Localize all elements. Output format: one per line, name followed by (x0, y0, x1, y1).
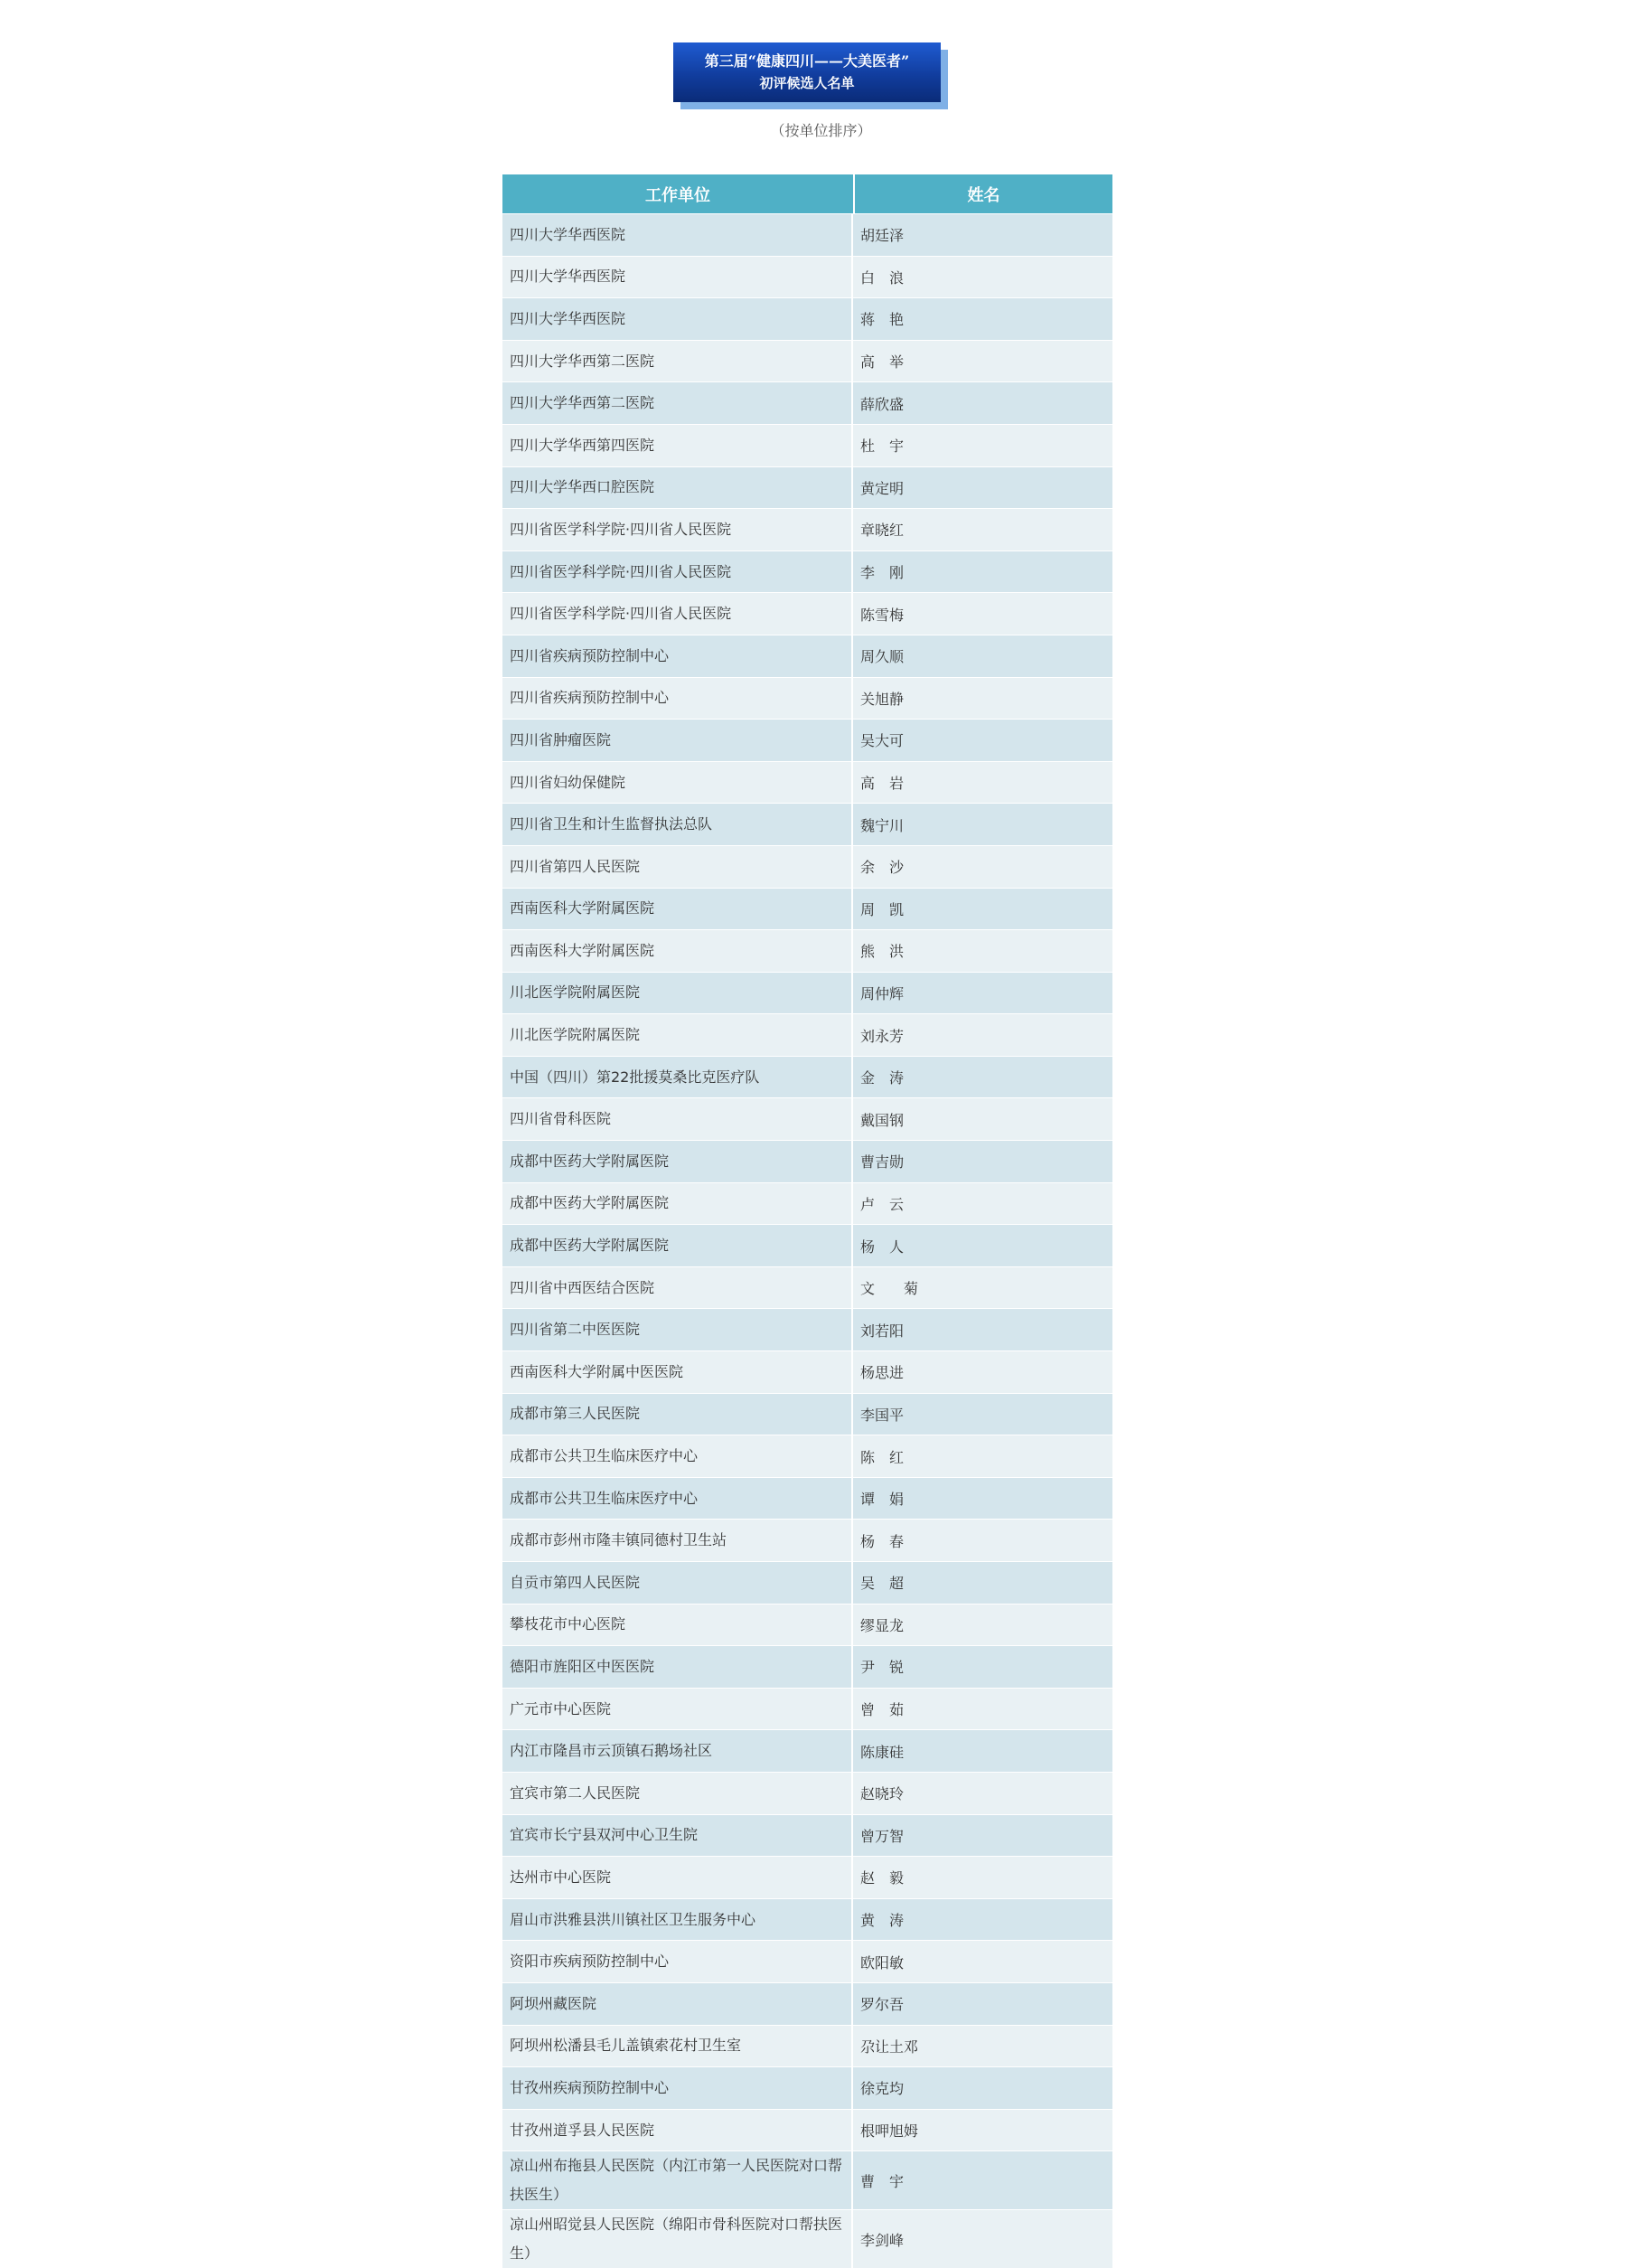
table-row (502, 1350, 1112, 1393)
name-cell: 杜 宇 (860, 438, 905, 456)
name-cell: 蒋 艳 (860, 311, 905, 329)
table-row (502, 592, 1112, 635)
name-cell: 关旭静 (860, 690, 905, 708)
unit-cell: 西南医科大学附属医院 (502, 889, 853, 930)
table-row (502, 1266, 1112, 1309)
table-row (502, 1898, 1112, 1941)
table-row (502, 1393, 1112, 1435)
name-cell: 缪显龙 (860, 1616, 905, 1634)
table-body (502, 213, 1112, 2268)
name-cell: 周 凯 (860, 900, 905, 918)
table-row (502, 803, 1112, 845)
header-name: 姓名 (967, 185, 1000, 205)
unit-cell: 川北医学院附属医院 (502, 973, 853, 1014)
title-box (673, 42, 941, 102)
subtitle: （按单位排序） (770, 122, 872, 139)
unit-cell: 四川省肿瘤医院 (502, 720, 853, 761)
name-cell: 魏宁川 (860, 816, 905, 834)
table-row (502, 1182, 1112, 1225)
unit-cell: 四川省疾病预防控制中心 (502, 635, 853, 677)
unit-cell: 四川大学华西医院 (502, 214, 853, 256)
table-row (502, 1561, 1112, 1604)
table-row (502, 466, 1112, 509)
unit-cell: 眉山市洪雅县洪川镇社区卫生服务中心 (502, 1899, 853, 1941)
unit-cell: 成都中医药大学附属医院 (502, 1141, 853, 1182)
unit-cell: 成都市第三人民医院 (502, 1394, 853, 1435)
table-row (502, 424, 1112, 466)
name-cell: 曾万智 (860, 1827, 905, 1845)
name-cell: 黄 涛 (860, 1912, 905, 1930)
table-row (502, 551, 1112, 593)
unit-cell: 西南医科大学附属医院 (502, 930, 853, 972)
name-cell: 吴 超 (860, 1575, 905, 1593)
table-row (502, 256, 1112, 298)
title-banner (673, 42, 941, 102)
unit-cell: 攀枝花市中心医院 (502, 1605, 853, 1646)
unit-cell: 四川大学华西医院 (502, 257, 853, 298)
table-row (502, 677, 1112, 720)
unit-cell: 四川省中西医结合医院 (502, 1267, 853, 1309)
table-row (502, 929, 1112, 972)
name-cell: 薛欣盛 (860, 395, 905, 413)
unit-cell: 四川省疾病预防控制中心 (502, 678, 853, 720)
name-cell: 赵晓玲 (860, 1785, 905, 1803)
unit-cell: 四川大学华西第二医院 (502, 382, 853, 424)
name-cell: 高 岩 (860, 775, 905, 793)
unit-cell: 四川省第二中医医院 (502, 1309, 853, 1350)
unit-cell: 成都中医药大学附属医院 (502, 1225, 853, 1266)
table-header (502, 174, 1112, 213)
unit-cell: 四川省医学科学院·四川省人民医院 (502, 593, 853, 635)
table-row (502, 1097, 1112, 1140)
table-row (502, 719, 1112, 761)
table-row (502, 761, 1112, 804)
table-row (502, 297, 1112, 340)
name-cell: 赵 毅 (860, 1869, 905, 1887)
title-line-2: 初评候选人名单 (759, 75, 855, 91)
table-row (502, 2109, 1112, 2151)
name-cell: 尕让土邓 (860, 2037, 919, 2056)
unit-cell: 四川省骨科医院 (502, 1098, 853, 1140)
name-cell: 卢 云 (860, 1195, 905, 1213)
unit-cell: 川北医学院附属医院 (502, 1014, 853, 1056)
name-cell: 杨 人 (860, 1238, 905, 1256)
unit-cell: 成都市公共卫生临床医疗中心 (502, 1478, 853, 1520)
name-cell: 黄定明 (860, 479, 905, 497)
unit-cell: 凉山州昭觉县人民医院（绵阳市骨科医院对口帮扶医生） (502, 2210, 853, 2268)
name-cell: 余 沙 (860, 859, 905, 877)
unit-cell: 宜宾市长宁县双河中心卫生院 (502, 1815, 853, 1857)
name-cell: 高 举 (860, 353, 905, 372)
table-row (502, 1013, 1112, 1056)
unit-cell: 四川大学华西口腔医院 (502, 467, 853, 509)
unit-cell: 达州市中心医院 (502, 1857, 853, 1898)
unit-cell: 四川省卫生和计生监督执法总队 (502, 804, 853, 845)
table-row (502, 1435, 1112, 1477)
name-cell: 曹 宇 (860, 2172, 905, 2190)
table-row (502, 1729, 1112, 1772)
unit-cell: 中国（四川）第22批援莫桑比克医疗队 (502, 1057, 853, 1098)
table-row (502, 1519, 1112, 1561)
table-row (502, 340, 1112, 382)
name-cell: 周久顺 (860, 648, 905, 666)
table-row (502, 1772, 1112, 1814)
name-cell: 谭 娟 (860, 1491, 905, 1509)
table-row (502, 508, 1112, 551)
unit-cell: 凉山州布拖县人民医院（内江市第一人民医院对口帮扶医生） (502, 2151, 853, 2209)
unit-cell: 成都中医药大学附属医院 (502, 1183, 853, 1225)
name-cell: 杨 春 (860, 1532, 905, 1550)
unit-cell: 甘孜州道孚县人民医院 (502, 2110, 853, 2151)
unit-cell: 四川省第四人民医院 (502, 846, 853, 888)
table-row (502, 1982, 1112, 2025)
table-row (502, 213, 1112, 256)
table-row (502, 972, 1112, 1014)
unit-cell: 四川大学华西第四医院 (502, 425, 853, 466)
name-cell: 刘若阳 (860, 1322, 905, 1340)
name-cell: 李国平 (860, 1406, 905, 1424)
unit-cell: 成都市彭州市隆丰镇同德村卫生站 (502, 1520, 853, 1561)
name-cell: 尹 锐 (860, 1659, 905, 1677)
unit-cell: 成都市公共卫生临床医疗中心 (502, 1435, 853, 1477)
name-cell: 罗尔吾 (860, 1996, 905, 2014)
table-row (502, 1140, 1112, 1182)
unit-cell: 德阳市旌阳区中医医院 (502, 1646, 853, 1688)
table-row (502, 1224, 1112, 1266)
name-cell: 白 浪 (860, 268, 905, 287)
unit-cell: 四川大学华西第二医院 (502, 341, 853, 382)
unit-cell: 资阳市疾病预防控制中心 (502, 1941, 853, 1982)
unit-cell: 四川省医学科学院·四川省人民医院 (502, 509, 853, 551)
name-cell: 陈 红 (860, 1448, 905, 1466)
title-line-1: 第三届“健康四川——大美医者” (704, 52, 910, 70)
name-cell: 熊 洪 (860, 943, 905, 961)
table-row (502, 381, 1112, 424)
name-cell: 陈康硅 (860, 1743, 905, 1761)
name-cell: 刘永芳 (860, 1027, 905, 1045)
table-row (502, 1308, 1112, 1350)
name-cell: 杨思进 (860, 1364, 905, 1382)
name-cell: 欧阳敏 (860, 1953, 905, 1972)
table-row (502, 1856, 1112, 1898)
unit-cell: 广元市中心医院 (502, 1689, 853, 1730)
unit-cell: 内江市隆昌市云顶镇石鹅场社区 (502, 1730, 853, 1772)
unit-cell: 宜宾市第二人民医院 (502, 1773, 853, 1814)
name-cell: 李剑峰 (860, 2231, 905, 2249)
name-cell: 曹吉勋 (860, 1153, 905, 1172)
name-cell: 李 刚 (860, 564, 905, 582)
unit-cell: 四川省妇幼保健院 (502, 762, 853, 804)
name-cell: 周仲辉 (860, 984, 905, 1002)
table-row (502, 2025, 1112, 2067)
table-row (502, 1645, 1112, 1688)
table-row (502, 1056, 1112, 1098)
table-row (502, 1477, 1112, 1520)
name-cell: 金 涛 (860, 1069, 905, 1087)
name-cell: 戴国钢 (860, 1111, 905, 1129)
unit-cell: 四川大学华西医院 (502, 298, 853, 340)
table-row (502, 1604, 1112, 1646)
candidate-table (502, 174, 1112, 2268)
name-cell: 陈雪梅 (860, 606, 905, 624)
table-row (502, 888, 1112, 930)
table-row (502, 2066, 1112, 2109)
table-row (502, 1688, 1112, 1730)
unit-cell: 甘孜州疾病预防控制中心 (502, 2067, 853, 2109)
name-cell: 胡廷泽 (860, 227, 905, 245)
name-cell: 文 菊 (860, 1280, 919, 1298)
unit-cell: 四川省医学科学院·四川省人民医院 (502, 551, 853, 593)
name-cell: 根呷旭姆 (860, 2122, 919, 2141)
name-cell: 吴大可 (860, 732, 905, 750)
unit-cell: 西南医科大学附属中医医院 (502, 1351, 853, 1393)
table-row (502, 1940, 1112, 1982)
table-row (502, 845, 1112, 888)
table-row (502, 1814, 1112, 1857)
unit-cell: 阿坝州藏医院 (502, 1983, 853, 2025)
unit-cell: 阿坝州松潘县毛儿盖镇索花村卫生室 (502, 2026, 853, 2067)
table-row (502, 2150, 1112, 2209)
name-cell: 曾 茹 (860, 1701, 905, 1719)
name-cell: 徐克均 (860, 2080, 905, 2098)
table-row (502, 635, 1112, 677)
unit-cell: 自贡市第四人民医院 (502, 1562, 853, 1604)
header-unit: 工作单位 (502, 174, 855, 213)
name-cell: 章晓红 (860, 522, 905, 540)
table-row (502, 2209, 1112, 2268)
